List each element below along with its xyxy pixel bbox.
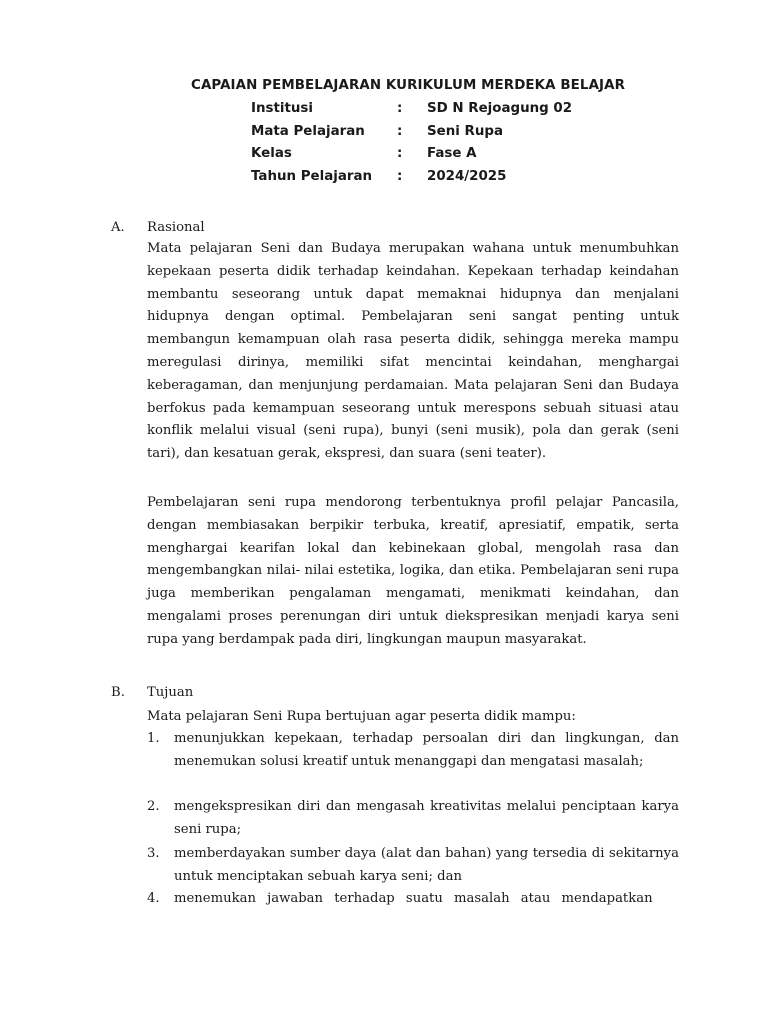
section-b-title: Tujuan (147, 685, 194, 700)
document-title: CAPAIAN PEMBELAJARAN KURIKULUM MERDEKA BELAJAR (191, 78, 625, 93)
list-item-text: mengekspresikan diri dan mengasah kreativitas melalui penciptaan karya seni rupa; (174, 799, 679, 837)
info-colon: : (397, 101, 403, 116)
info-label: Mata Pelajaran (251, 123, 365, 139)
section-a-paragraph-2: Pembelajaran seni rupa mendorong terbentuknya profil pelajar Pancasila, dengan membiasakan berpikir terbuka, kreatif, apresiatif, empatik, serta menghargai kearifan lokal dan kebinekaan global, mengolah rasa dan mengembangkan nilai- nilai estetika, logika, dan etika. Pembelajaran seni rupa juga memberikan pengalaman mengamati, menikmati keindahan, dan mengalami proses perenungan diri untuk diekspresikan menjadi karya seni rupa yang berdampak pada diri, lingkungan maupun masyarakat. (147, 495, 679, 647)
list-item-text: menunjukkan kepekaan, terhadap persoalan diri dan lingkungan, dan menemukan solusi kreatif untuk menanggapi dan mengatasi masalah; (174, 731, 679, 769)
list-item-number: 2. (147, 799, 160, 814)
section-a-title: Rasional (147, 220, 205, 235)
section-b-letter: B. (111, 685, 125, 700)
list-item-number: 3. (147, 846, 160, 861)
info-value: SD N Rejoagung 02 (427, 101, 573, 116)
info-label: Kelas (251, 146, 292, 162)
info-value: 2024/2025 (427, 169, 507, 185)
info-colon: : (397, 146, 403, 162)
list-item-number: 4. (147, 891, 160, 906)
list-item-text: memberdayakan sumber daya (alat dan bahan) yang tersedia di sekitarnya untuk menciptakan sebuah karya seni; dan (174, 846, 679, 884)
info-label: Tahun Pelajaran (251, 169, 373, 185)
section-b-intro: Mata pelajaran Seni Rupa bertujuan agar peserta didik mampu: (147, 709, 576, 724)
list-item-number: 1. (147, 731, 160, 746)
info-colon: : (397, 123, 403, 139)
info-value: Seni Rupa (427, 123, 503, 139)
info-value: Fase A (427, 146, 477, 162)
info-label: Institusi (251, 101, 313, 116)
section-a-letter: A. (111, 220, 125, 235)
section-a-paragraph-1: Mata pelajaran Seni dan Budaya merupakan wahana untuk menumbuhkan kepekaan peserta didik terhadap keindahan. Kepekaan terhadap keindahan membantu seseorang untuk dapat memaknai hidupnya dan menjalani hidupnya dengan optimal. Pembelajaran seni sangat penting untuk membangun kemampuan olah rasa peserta didik, sehingga mereka mampu meregulasi dirinya, memiliki sifat mencintai keindahan, menghargai keberagaman, dan menjunjung perdamaian. Mata pelajaran Seni dan Budaya berfokus pada kemampuan seseorang untuk merespons sebuah situasi atau konflik melalui visual (seni rupa), bunyi (seni musik), pola dan gerak (seni tari), dan kesatuan gerak, ekspresi, dan suara (seni teater). (147, 241, 679, 462)
list-item-text: menemukan jawaban terhadap suatu masalah atau mendapatkan (174, 891, 653, 906)
info-colon: : (397, 169, 403, 185)
